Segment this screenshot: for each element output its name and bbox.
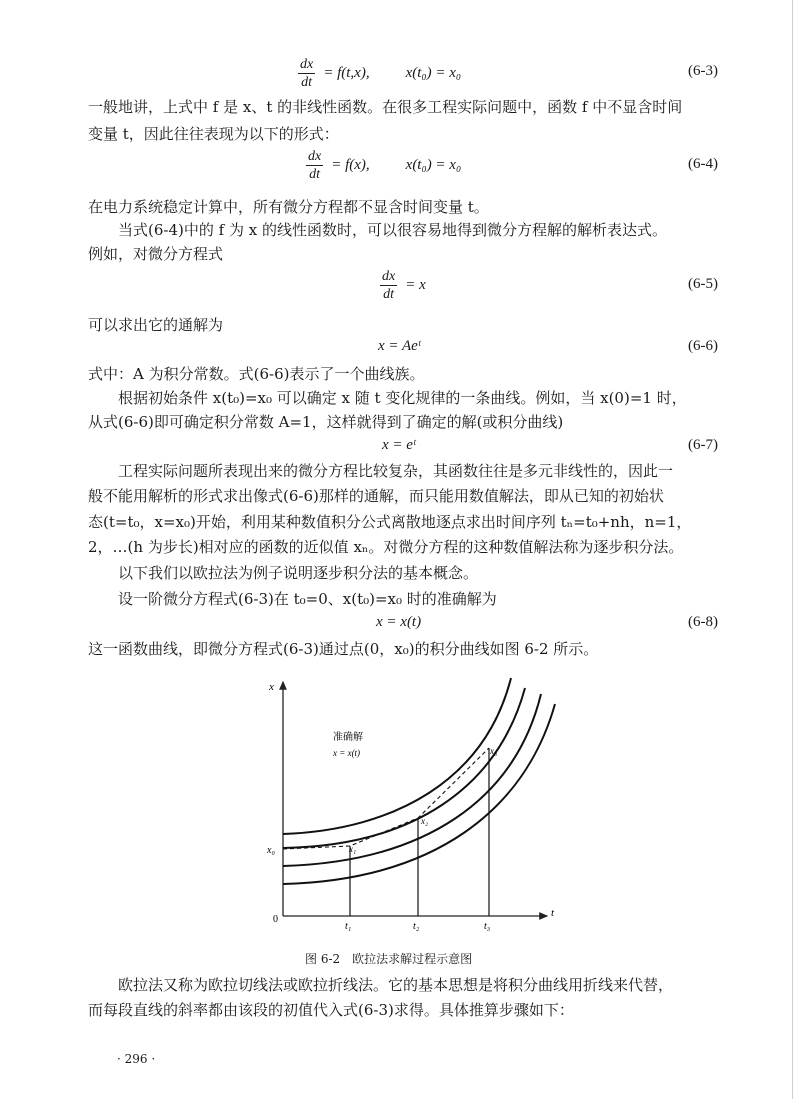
tick-label-t1: t₁ bbox=[345, 921, 352, 932]
paragraph-line: 变量 t，因此往往表现为以下的形式： bbox=[88, 125, 339, 143]
solution-curve-1 bbox=[283, 678, 511, 834]
equation-number: (6-8) bbox=[688, 614, 718, 630]
initial-condition: x(t₀) = x₀ bbox=[405, 65, 462, 81]
equation-6-6: x = Aeᵗ bbox=[378, 338, 421, 354]
point-label-x1: x₁ bbox=[349, 844, 357, 854]
paragraph-line: 从式(6-6)即可确定积分常数 A=1，这样就得到了确定的解(或积分曲线) bbox=[88, 413, 564, 431]
paragraph-line: 态(t=t₀，x=x₀)开始，利用某种数值积分公式离散地逐点求出时间序列 tₙ=t₀+nh，n=1， bbox=[88, 513, 692, 531]
equation-rhs: = f(t,x), bbox=[323, 65, 370, 81]
x-axis-label: t bbox=[551, 907, 555, 919]
equation-6-7: x = eᵗ bbox=[382, 437, 416, 453]
equation-rhs: = x bbox=[405, 277, 426, 293]
point-label-x3: x₃ bbox=[490, 746, 498, 756]
paragraph-line: 而每段直线的斜率都由该段的初值代入式(6-3)求得。具体推算步骤如下： bbox=[88, 1001, 574, 1019]
paragraph-line: 当式(6-4)中的 f 为 x 的线性函数时，可以很容易地得到微分方程解的解析表达式。 bbox=[118, 221, 667, 239]
paragraph-line: 可以求出它的通解为 bbox=[88, 316, 224, 334]
paragraph-line: 2，…(h 为步长)相对应的函数的近似值 xₙ。对微分方程的这种数值解法称为逐步积分法。 bbox=[88, 538, 684, 556]
equation-number: (6-7) bbox=[688, 437, 718, 453]
equation-number: (6-3) bbox=[688, 63, 718, 79]
equation-6-4 bbox=[306, 148, 461, 183]
origin-label: 0 bbox=[273, 914, 278, 925]
point-label-x2: x₂ bbox=[421, 816, 429, 826]
euler-method-figure bbox=[255, 670, 565, 940]
solution-curve-4 bbox=[283, 704, 555, 884]
derivative-fraction: $\frac{dx}{dt}$ bbox=[308, 149, 322, 182]
equation-number: (6-5) bbox=[688, 276, 718, 292]
y-axis-label: x bbox=[269, 681, 274, 693]
paragraph-line: 工程实际问题所表现出来的微分方程比较复杂，其函数往往是多元非线性的，因此一 bbox=[118, 462, 674, 480]
equation-6-8: x = x(t) bbox=[376, 614, 422, 630]
solution-curve-3 bbox=[283, 694, 541, 866]
initial-condition: x(t₀) = x₀ bbox=[405, 157, 462, 173]
page-number: · 296 · bbox=[117, 1052, 156, 1066]
paragraph-line: 设一阶微分方程式(6-3)在 t₀=0、x(t₀)=x₀ 时的准确解为 bbox=[118, 590, 497, 608]
figure-caption: 图 6-2 欧拉法求解过程示意图 bbox=[305, 952, 473, 966]
paragraph-line: 式中：A 为积分常数。式(6-6)表示了一个曲线族。 bbox=[88, 365, 425, 383]
annotation-equation: x = x(t) bbox=[333, 748, 361, 758]
x0-label: x₀ bbox=[267, 845, 275, 856]
paragraph-line: 在电力系统稳定计算中，所有微分方程都不显含时间变量 t。 bbox=[88, 198, 489, 216]
equation-number: (6-4) bbox=[688, 156, 718, 172]
paragraph-line: 一般地讲，上式中 f 是 x、t 的非线性函数。在很多工程实际问题中，函数 f 中不显含时间 bbox=[88, 98, 683, 116]
equation-6-3 bbox=[298, 56, 461, 91]
annotation-title: 准确解 bbox=[333, 732, 363, 743]
paragraph-line: 根据初始条件 x(t₀)=x₀ 可以确定 x 随 t 变化规律的一条曲线。例如，当 x(0)=1 时， bbox=[118, 389, 687, 407]
euler-polyline bbox=[283, 748, 489, 849]
paragraph-line: 例如，对微分方程式 bbox=[88, 245, 224, 263]
tick-label-t2: t₂ bbox=[413, 921, 420, 932]
scan-edge-line bbox=[792, 0, 793, 1099]
equation-6-5 bbox=[380, 268, 426, 303]
equation-number: (6-6) bbox=[688, 338, 718, 354]
paragraph-line: 欧拉法又称为欧拉切线法或欧拉折线法。它的基本思想是将积分曲线用折线来代替， bbox=[118, 976, 674, 994]
derivative-fraction: $\frac{dx}{dt}$ bbox=[382, 269, 396, 302]
derivative-fraction: $\frac{dx}{dt}$ bbox=[300, 57, 314, 90]
paragraph-line: 般不能用解析的形式求出像式(6-6)那样的通解，而只能用数值解法，即从已知的初始状 bbox=[88, 487, 664, 505]
paragraph-line: 这一函数曲线，即微分方程式(6-3)通过点(0，x₀)的积分曲线如图 6-2 所示。 bbox=[88, 640, 599, 658]
equation-rhs: = f(x), bbox=[331, 157, 370, 173]
tick-label-t3: t₃ bbox=[484, 921, 491, 932]
paragraph-line: 以下我们以欧拉法为例子说明逐步积分法的基本概念。 bbox=[118, 564, 479, 582]
